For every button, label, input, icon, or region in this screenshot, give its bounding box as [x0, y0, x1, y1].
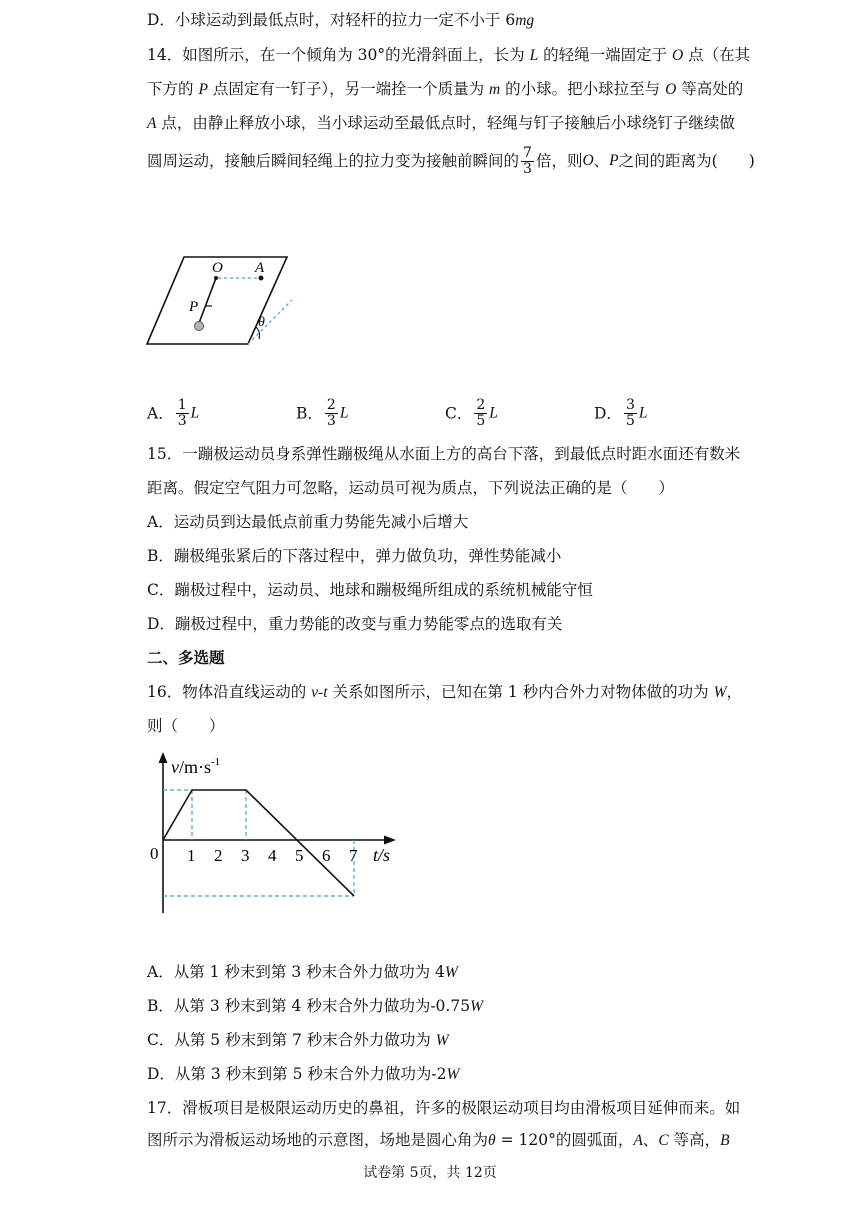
y-axis-arrow — [159, 752, 168, 763]
q16-option-c[interactable]: C．从第 5 秒末到第 7 秒末合外力做功为 W — [147, 1031, 449, 1049]
point-a — [259, 276, 264, 281]
q14-option-a[interactable]: A． $\frac{1}{3}$ L — [147, 397, 200, 429]
tick-label-5: 5 — [295, 846, 304, 865]
q15-line-1: 15．一蹦极运动员身系弹性蹦极绳从水面上方的高台下落，到最低点时距水面还有数米 — [147, 445, 741, 463]
dashed-horizontal — [248, 300, 292, 344]
x-axis-arrow — [384, 836, 396, 845]
tick-label-7: 7 — [349, 846, 358, 865]
label-p: P — [189, 299, 199, 315]
q17-line-1: 17．滑板项目是极限运动历史的鼻祖，许多的极限运动项目均由滑板项目延伸而来。如 — [147, 1099, 741, 1117]
tick-label-1: 1 — [187, 846, 196, 865]
ball — [195, 322, 204, 331]
tick-label-3: 3 — [241, 846, 250, 865]
q14-option-b[interactable]: B． $\frac{2}{3}$ L — [296, 397, 349, 429]
tick-label-2: 2 — [214, 846, 223, 865]
q16-option-d[interactable]: D．从第 3 秒末到第 5 秒末合外力做功为-2W — [147, 1065, 460, 1083]
q15-option-d[interactable]: D．蹦极过程中，重力势能的改变与重力势能零点的选取有关 — [147, 615, 563, 633]
label-theta: θ — [258, 315, 265, 330]
q14-option-d[interactable]: D． $\frac{3}{5}$ L — [594, 397, 648, 429]
q14-option-c[interactable]: C． $\frac{2}{5}$ L — [445, 397, 498, 429]
q15-line-2: 距离。假定空气阻力可忽略，运动员可视为质点，下列说法正确的是（ ） — [147, 479, 675, 497]
q14-line-2: 下方的 P 点固定有一钉子），另一端拴一个质量为 m 的小球。把小球拉至与 O 等高处的 — [147, 80, 744, 98]
tick-label-6: 6 — [322, 846, 331, 865]
section-heading: 二、多选题 — [147, 648, 225, 667]
q15-option-b[interactable]: B．蹦极绳张紧后的下落过程中，弹力做负功，弹性势能减小 — [147, 547, 562, 565]
q16-line-2: 则（ ） — [147, 717, 225, 735]
label-o: O — [212, 260, 223, 276]
q14-line-1: 14．如图所示，在一个倾角为 30°的光滑斜面上，长为 L 的轻绳一端固定于 O 点（在其 — [147, 46, 751, 64]
vt-graph — [145, 748, 405, 918]
q13-option-d: D．小球运动到最低点时，对轻杆的拉力一定不小于 6mg — [147, 11, 535, 29]
q16-line-1: 16．物体沿直线运动的 v-t 关系如图所示，已知在第 1 秒内合外力对物体做的功为 W， — [147, 683, 743, 701]
x-axis-label: t/s — [373, 845, 391, 865]
q15-option-a[interactable]: A．运动员到达最低点前重力势能先减小后增大 — [147, 513, 469, 531]
q16-option-a[interactable]: A．从第 1 秒末到第 3 秒末合外力做功为 4W — [147, 963, 458, 981]
label-a: A — [255, 260, 265, 276]
q14-line-4: 圆周运动，接触后瞬间轻绳上的拉力变为接触前瞬间的 $\frac{7}{3}$ 倍，则O、P之间的距离为( ) — [147, 144, 755, 177]
q14-line-3: A 点，由静止释放小球，当小球运动至最低点时，轻绳与钉子接触后小球绕钉子继续做 — [147, 114, 735, 132]
q16-option-b[interactable]: B．从第 3 秒末到第 4 秒末合外力做功为-0.75W — [147, 997, 483, 1015]
tick-label-4: 4 — [268, 846, 277, 865]
origin-label: 0 — [150, 844, 159, 863]
y-axis-label: $v/m\cdot s^{-1}$ — [171, 756, 221, 777]
point-o — [214, 276, 218, 280]
q15-option-c[interactable]: C．蹦极过程中，运动员、地球和蹦极绳所组成的系统机械能守恒 — [147, 581, 593, 599]
q14-incline-figure — [140, 250, 310, 355]
q17-line-2: 图所示为滑板运动场地的示意图，场地是圆心角为θ = 120°的圆弧面，A、C 等高，B — [147, 1131, 730, 1149]
page-footer: 试卷第 5页，共 12页 — [363, 1165, 497, 1181]
rope — [199, 278, 216, 323]
ratio-fraction: $\frac{7}{3}$ — [523, 144, 532, 177]
